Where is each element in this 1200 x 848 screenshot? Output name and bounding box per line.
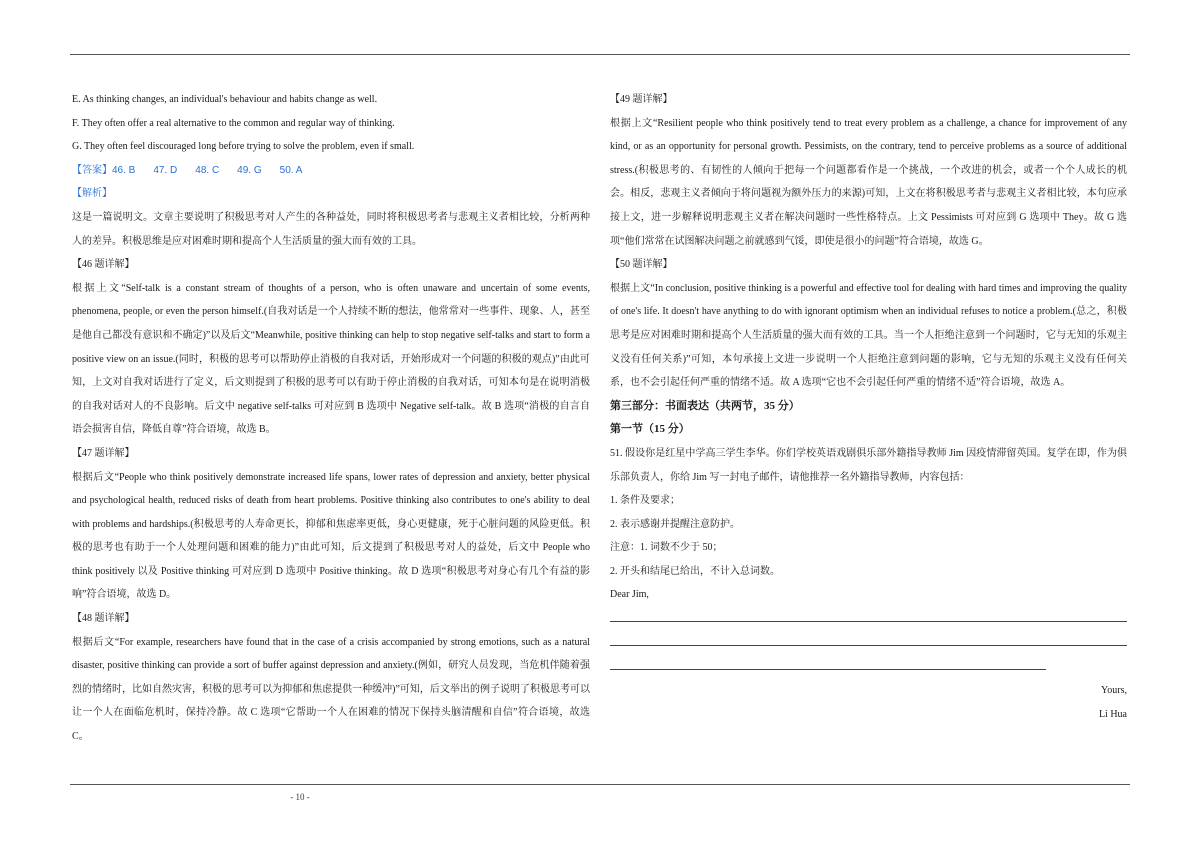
- q49-explanation: 根据上文“Resilient people who think positively tend to treat every problem as a challenge, a chance for improvement of any kind, or as an opportunity for personal growth. Pessimists, on the contrary, tend to perceive problems as a source of additional stress.(积极思考的、有韧性的人倾向于把每一个问题都看作是一个挑战，一个改进的机会，或者一个个人成长的机会。相反，悲观主义者倾向于将问题视为额外压力的来源)可知，上文在将积极思考者与悲观主义者相比较，本句应承接上文，进一步解释说明悲观主义者在解决问题时一些性格特点。上文 Pessimists 可对应到 G 选项中 They。故 G 选项“他们常常在试图解决问题之前就感到气馁，即使是很小的问题”符合语境，故选 G。: [610, 117, 1127, 247]
- intro-paragraph: 这是一篇说明文。文章主要说明了积极思考对人产生的各种益处，同时将积极思考者与悲观主义者相比较，分析两种人的差异。积极思维是应对困难时期和提高个人生活质量的强大而有效的工具。: [72, 211, 590, 247]
- q48-explanation: 根据后文“For example, researchers have found that in the case of a crisis accompanied by strong emotions, such as a natural disaster, positive thinking can provide a sort of buffer against depression and anxiety.(例如，研究人员发现，当危机伴随着强烈的情绪时，比如自然灾害，积极的思考可以为抑郁和焦虑提供一种缓冲)”可知，后文举出的例子说明了积极思考可以让一个人在面临危机时，保持冷静。故 C 选项“它帮助一个人在困难的情况下保持头脑清醒和自信”符合语境，故选 C。: [72, 636, 590, 743]
- option-f: F. They often offer a real alternative to the common and regular way of thinking.: [72, 117, 395, 129]
- q49-heading: 【49 题详解】: [610, 94, 673, 105]
- writing-line-3[interactable]: [610, 655, 1046, 670]
- q48-heading: 【48 题详解】: [72, 613, 135, 625]
- prompt-question: 51. 假设你是红星中学高三学生李华。你们学校英语戏剧俱乐部外籍指导教师 Jim 因疫情滞留英国。复学在即，作为俱乐部负责人，你给 Jim 写一封电子邮件，请他推荐一名外籍指导教师，内容包括：: [610, 447, 1127, 483]
- header-rule: [70, 54, 1130, 55]
- answer-49: 49. G: [237, 164, 262, 176]
- analysis-label: 【解析】: [72, 188, 112, 200]
- prompt-item-1: 1. 条件及要求；: [610, 495, 680, 507]
- answer-47: 47. D: [153, 164, 178, 176]
- q50-explanation: 根据上文“In conclusion, positive thinking is a powerful and effective tool for dealing with hard times and improving the quality of one's life. It doesn't have anything to do with ignorant optimism when an individual refuses to notice a problem.(总之，积极思考是应对困难时期和提高个人生活质量的强大而有效的工具。当一个人拒绝注意到一个问题时，它与无知的乐观主义没有任何关系)”可知，本句承接上文进一步说明一个人拒绝注意到问题的影响，它与无知的乐观主义没有任何关系，也不会引起任何严重的情绪不适。故 A 选项“它也不会引起任何严重的情绪不适”符合语境，故选 A。: [610, 282, 1127, 389]
- prompt-note-2: 2. 开头和结尾已给出，不计入总词数。: [610, 565, 780, 577]
- letter-closing: Yours,: [1101, 685, 1127, 697]
- answer-line: [72, 159, 590, 183]
- answer-label: 【答案】: [72, 164, 112, 176]
- answer-46: 46. B: [112, 164, 136, 176]
- answer-50: 50. A: [279, 164, 303, 176]
- writing-line-1[interactable]: [610, 607, 1127, 622]
- part3-title: 第三部分：书面表达（共两节，35 分）: [610, 399, 800, 412]
- q50-heading: 【50 题详解】: [610, 259, 673, 271]
- letter-signature: Li Hua: [1098, 708, 1127, 720]
- writing-line-2[interactable]: [610, 631, 1127, 646]
- option-e: E. As thinking changes, an individual's behaviour and habits change as well.: [72, 94, 378, 105]
- q47-explanation: 根据后文“People who think positively demonstrate increased life spans, lower rates of depression and anxiety, better physical and psychological health, reduced risks of death from heart problems. Positive thinking also contributes to one's ability to deal with problems and hardships.(积极思考的人寿命更长，抑郁和焦虑率更低，身心更健康，死于心脏问题的风险更低。积极的思考也有助于一个人处理问题和困难的能力)”由此可知，后文提到了积极思考对人的益处，后文中 People who think positively 以及 Positive thinking 可对应到 D 选项中 Positive thinking。故 D 选项“积极思考对身心有几个有益的影响”符合语境，故选 D。: [72, 471, 590, 601]
- right-column: [610, 88, 1127, 726]
- section1-title: 第一节（15 分）: [610, 423, 690, 436]
- prompt-note-1: 注意：1. 词数不少于 50；: [610, 542, 723, 554]
- footer-rule: [70, 784, 1130, 785]
- q46-explanation: 根据上文“Self-talk is a constant stream of thoughts of a person, who is often unaware and uncertain of some events, phenomena, people, or even the person himself.(自我对话是一个人持续不断的想法，他常常对一些事件、现象、人，甚至是他自己都没有意识和不确定)”以及后文“Meanwhile, positive thinking can help to stop negative self-talks and start to form a positive view on an issue.(同时，积极的思考可以帮助停止消极的自我对话，开始形成对一个问题的积极的观点)”由此可知，上文对自我对话进行了定义，后文则提到了积极的思考可以有助于停止消极的自我对话，可知本句是在说明消极的自我对话对人的不良影响。后文中 negative self-talks 可对应到 B 选项中 Negative self-talk。故 B 选项“消极的自言自语会损害自信，降低自尊”符合语境，故选 B。: [72, 282, 590, 436]
- prompt-item-2: 2. 表示感谢并提醒注意防护。: [610, 518, 740, 530]
- option-g: G. They often feel discouraged long before trying to solve the problem, even if small.: [72, 141, 415, 153]
- answer-48: 48. C: [195, 164, 220, 176]
- q46-heading: 【46 题详解】: [72, 259, 135, 271]
- q47-heading: 【47 题详解】: [72, 447, 135, 459]
- letter-salutation: Dear Jim,: [610, 589, 649, 601]
- left-column: [72, 88, 590, 749]
- page-number: - 10 -: [290, 792, 310, 802]
